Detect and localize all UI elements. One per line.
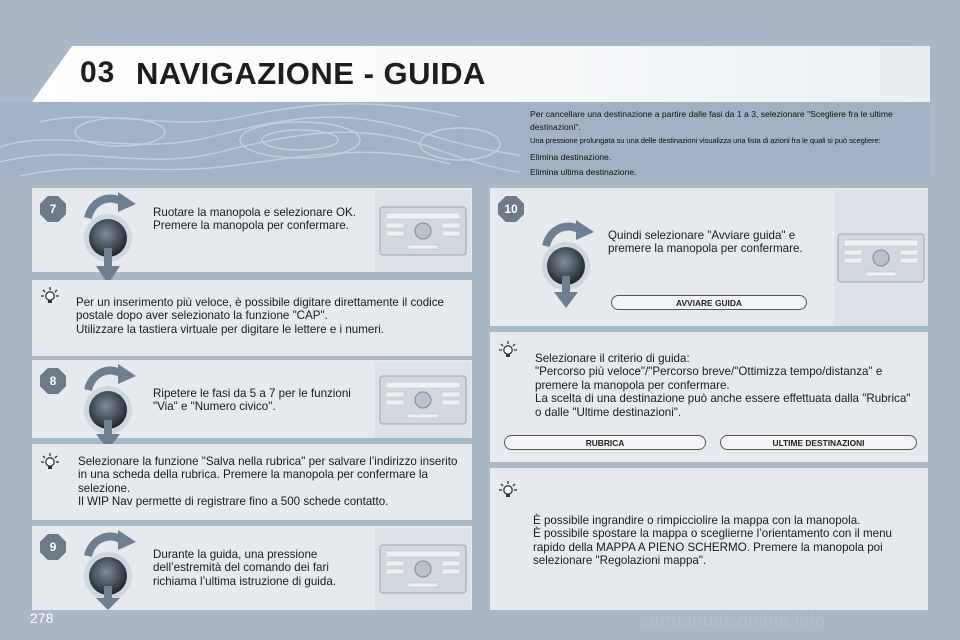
knob-rotate-icon bbox=[80, 190, 140, 285]
avviare-guida-button[interactable]: AVVIARE GUIDA bbox=[611, 295, 807, 310]
ultime-destinazioni-button[interactable]: ULTIME DESTINAZIONI bbox=[720, 435, 917, 450]
intro-line-2: Una pressione prolungata su una delle destinazioni visualizza una lista di azioni fra le quali si può scegliere: bbox=[530, 136, 881, 146]
tip-1-text: Per un inserimento più veloce, è possibile digitare direttamente il codice postale dopo aver selezionato la funzione "CAP". Utilizzare la tastiera virtuale per digitare le lettere e i numeri. bbox=[76, 296, 444, 336]
step-10-device-image bbox=[834, 190, 928, 326]
lightbulb-icon bbox=[40, 286, 60, 306]
lightbulb-icon bbox=[498, 340, 518, 360]
head-unit-icon bbox=[378, 370, 468, 430]
tip-2-text: Selezionare la funzione "Salva nella rubrica" per salvare l’indirizzo inserito in una scheda della rubrica. Premere la manopola per confermare la selezione. Il WIP Nav permette di registrare fino a 500 schede contatto. bbox=[78, 455, 458, 509]
step-9-badge: 9 bbox=[40, 534, 66, 560]
lightbulb-icon bbox=[498, 480, 518, 500]
lightbulb-icon bbox=[40, 452, 60, 472]
page-number: 278 bbox=[30, 610, 54, 626]
header-notch bbox=[32, 46, 72, 102]
step-10-text: Quindi selezionare "Avviare guida" e premere la manopola per confermare. bbox=[608, 229, 803, 256]
step-7-device-image bbox=[375, 190, 471, 272]
chapter-number: 03 bbox=[80, 56, 116, 89]
page-title: NAVIGAZIONE - GUIDA bbox=[136, 56, 486, 91]
step-9-device-image bbox=[375, 528, 471, 610]
step-8-text: Ripetere le fasi da 5 a 7 per le funzioni "Via" e "Numero civico". bbox=[153, 387, 351, 414]
intro-note bbox=[530, 108, 925, 179]
rubrica-button[interactable]: RUBRICA bbox=[504, 435, 706, 450]
step-9-text: Durante la guida, una pressione dell’estremità del comando dei fari richiama l’ultima istruzione di guida. bbox=[153, 548, 337, 588]
intro-option-2: Elimina ultima destinazione. bbox=[530, 167, 637, 178]
head-unit-icon bbox=[836, 228, 926, 288]
step-8-badge: 8 bbox=[40, 368, 66, 394]
step-10-badge: 10 bbox=[498, 196, 524, 222]
intro-line-1: Per cancellare una destinazione a partire dalle fasi da 1 a 3, selezionare "Scegliere fra le ultime destinazioni". bbox=[530, 109, 893, 132]
knob-press-icon bbox=[538, 218, 598, 313]
knob-rotate-icon bbox=[80, 362, 140, 457]
step-8-device-image bbox=[375, 362, 471, 438]
tip-4-text: È possibile ingrandire o rimpicciolire la mappa con la manopola. È possibile spostare la mappa o sceglierne l’orientamento con il menu rapido della MAPPA A PIENO SCHERMO. Premere la manopola poi selezionare "Regolazioni mappa". bbox=[533, 514, 892, 568]
step-7-text: Ruotare la manopola e selezionare OK. Premere la manopola per confermare. bbox=[153, 206, 357, 233]
head-unit-icon bbox=[378, 539, 468, 599]
knob-rotate-icon bbox=[80, 528, 140, 623]
intro-option-1: Elimina destinazione. bbox=[530, 151, 612, 162]
step-7-badge: 7 bbox=[40, 196, 66, 222]
watermark-text: carmanualsonline.info bbox=[640, 610, 826, 630]
tip-3-text: Selezionare il criterio di guida: "Percorso più veloce"/"Percorso breve/"Ottimizza tempo/distanza" e premere la manopola per confermare. La scelta di una destinazione può anche essere effettuata dalla "Rubrica" o dalle "Ultime destinazioni". bbox=[535, 352, 911, 419]
head-unit-icon bbox=[378, 201, 468, 261]
